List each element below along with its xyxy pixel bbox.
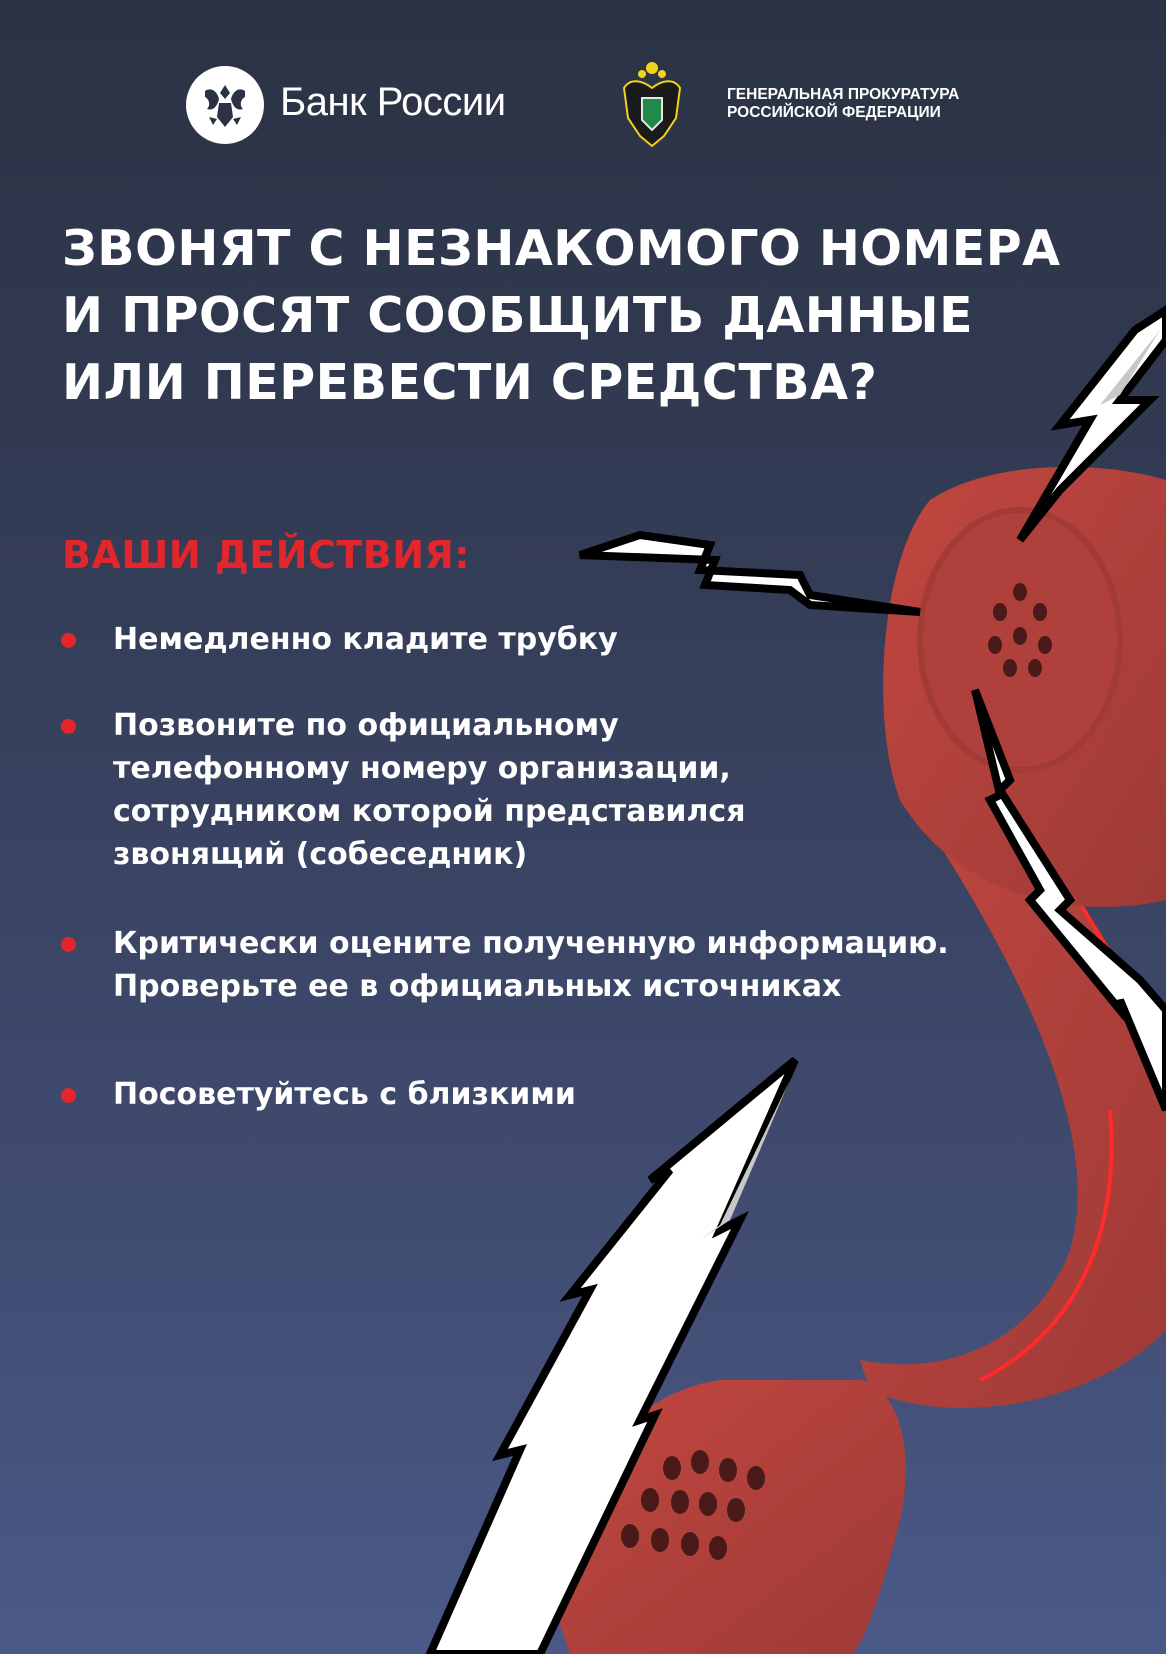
list-item-line: Проверьте ее в официальных источниках xyxy=(113,969,842,1004)
list-item xyxy=(113,704,745,876)
list-item-line: звонящий (собеседник) xyxy=(113,837,528,872)
title-line: ИЛИ ПЕРЕВЕСТИ СРЕДСТВА? xyxy=(62,354,878,411)
list-item-line: Посоветуйтесь с близкими xyxy=(113,1077,576,1112)
title-line: ЗВОНЯТ С НЕЗНАКОМОГО НОМЕРА xyxy=(62,220,1061,277)
prosecutor-name-line: РОССИЙСКОЙ ФЕДЕРАЦИИ xyxy=(727,104,941,121)
double-headed-eagle-icon xyxy=(197,77,253,133)
bullet-icon xyxy=(61,633,76,648)
bank-of-russia-name: Банк России xyxy=(280,80,506,124)
title-line: И ПРОСЯТ СООБЩИТЬ ДАННЫЕ xyxy=(62,287,974,344)
list-item xyxy=(113,618,618,661)
list-item-line: Позвоните по официальному xyxy=(113,708,619,743)
bullet-icon xyxy=(61,1088,76,1103)
bullet-icon xyxy=(61,719,76,734)
list-item-line: Немедленно кладите трубку xyxy=(113,622,618,657)
page-title xyxy=(62,215,1061,416)
bullet-icon xyxy=(61,937,76,952)
list-item-line: сотрудником которой представился xyxy=(113,794,746,829)
list-item-line: телефонному номеру организации, xyxy=(113,751,731,786)
list-item xyxy=(113,1073,576,1116)
actions-heading: ВАШИ ДЕЙСТВИЯ: xyxy=(62,533,470,577)
list-item xyxy=(113,922,949,1008)
prosecutor-emblem-icon xyxy=(620,58,684,150)
prosecutor-office-name xyxy=(727,86,959,122)
bank-of-russia-logo xyxy=(186,66,264,144)
prosecutor-name-line: ГЕНЕРАЛЬНАЯ ПРОКУРАТУРА xyxy=(727,86,960,103)
list-item-line: Критически оцените полученную информацию. xyxy=(113,926,949,961)
